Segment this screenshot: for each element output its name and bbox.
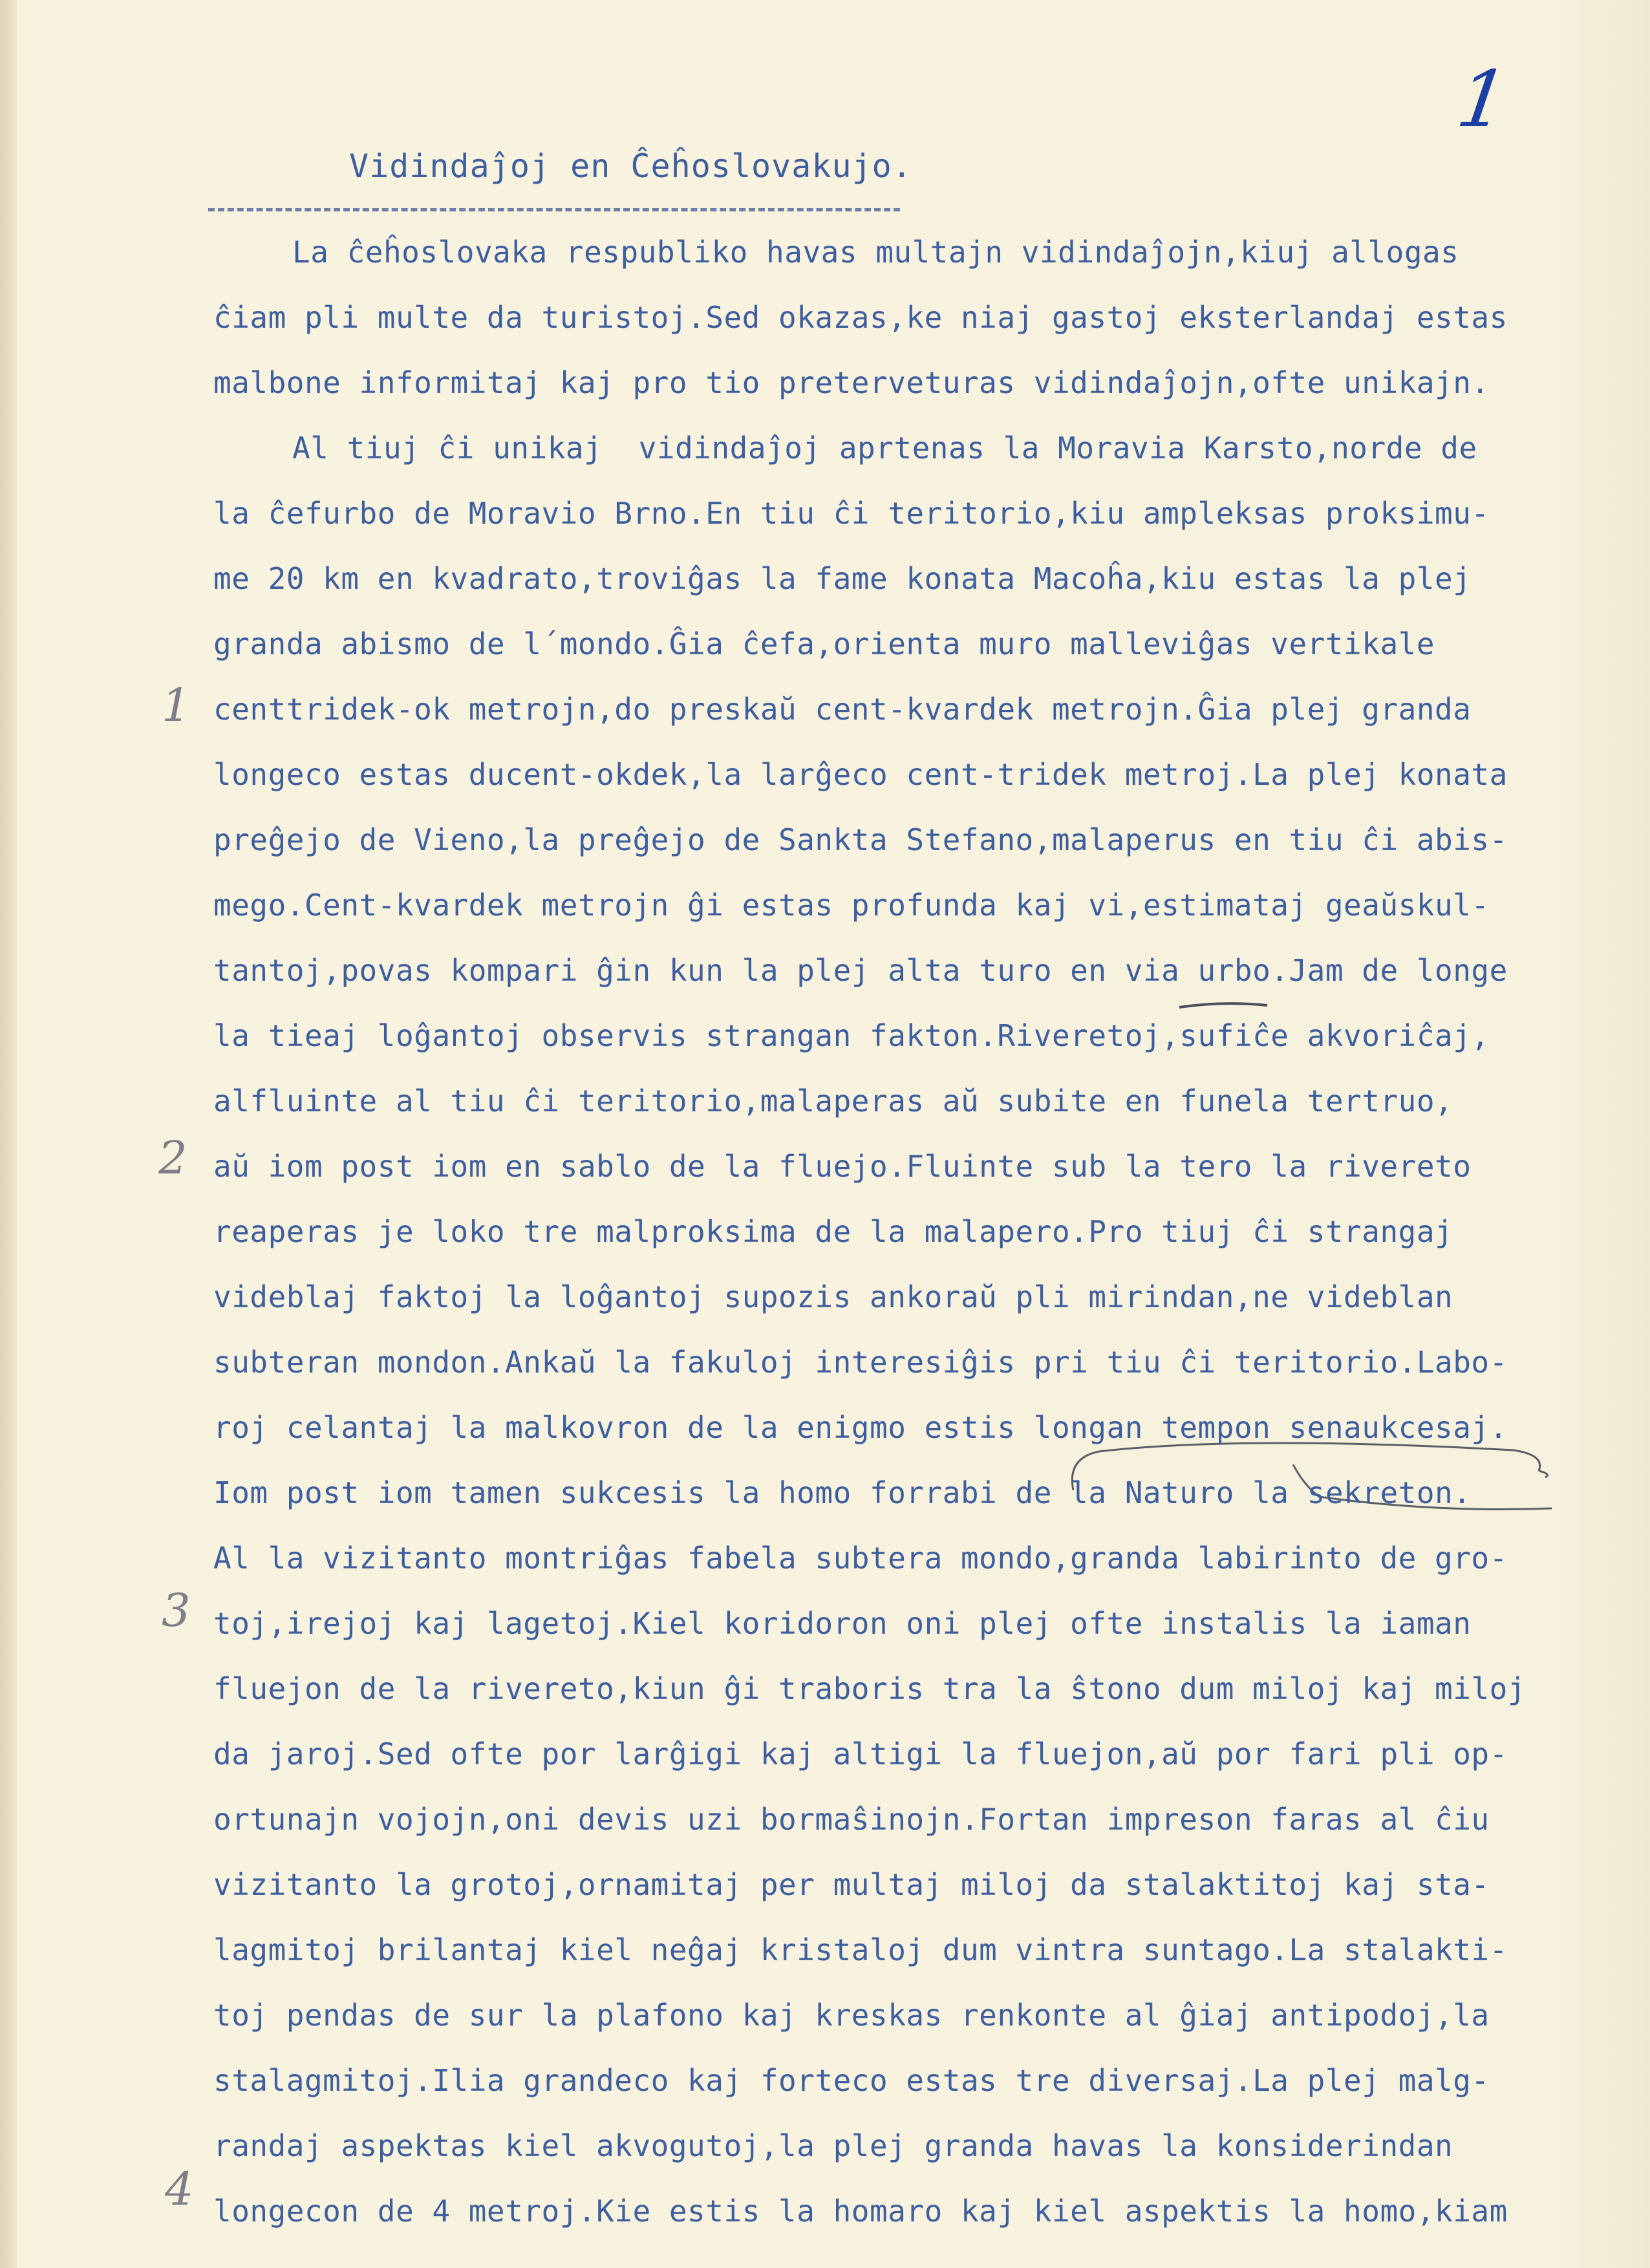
- text-line: videblaj faktoj la loĝantoj supozis ankoraŭ pli mirindan,ne videblan: [213, 1279, 1453, 1314]
- text-line: aŭ iom post iom en sablo de la fluejo.Fluinte sub la tero la rivereto: [213, 1149, 1472, 1184]
- text-line: centtridek-ok metrojn,do preskaŭ cent-kvardek metrojn.Ĝia plej granda: [213, 692, 1472, 727]
- text-line: me 20 km en kvadrato,troviĝas la fame konata Macoĥa,kiu estas la plej: [213, 561, 1472, 596]
- margin-pencil-mark: 1: [162, 679, 191, 732]
- text-line: la tieaj loĝantoj observis strangan fakton.Riveretoj,sufiĉe akvoriĉaj,: [213, 1018, 1490, 1053]
- text-line: La ĉeĥoslovaka respubliko havas multajn vidindaĵojn,kiuj allogas: [292, 235, 1459, 270]
- paper-left-edge: [0, 0, 17, 2268]
- text-line: roj celantaj la malkovron de la enigmo estis longan tempon senaukcesaj.: [213, 1410, 1508, 1445]
- text-line: Al tiuj ĉi unikaj vidindaĵoj aprtenas la Moravia Karsto,norde de: [292, 431, 1477, 465]
- margin-pencil-mark: 4: [165, 2163, 194, 2216]
- text-line: preĝejo de Vieno,la preĝejo de Sankta Stefano,malaperus en tiu ĉi abis-: [213, 822, 1508, 857]
- text-line: stalagmitoj.Ilia grandeco kaj forteco estas tre diversaj.La plej malg-: [213, 2063, 1490, 2098]
- text-line: ortunajn vojojn,oni devis uzi bormaŝinojn.Fortan impreson faras al ĉiu: [213, 1802, 1490, 1837]
- text-line: mego.Cent-kvardek metrojn ĝi estas profunda kaj vi,estimataj geaŭskul-: [213, 888, 1490, 923]
- text-line: subteran mondon.Ankaŭ la fakuloj interesiĝis pri tiu ĉi teritorio.Labo-: [213, 1345, 1508, 1380]
- title-underline: [208, 208, 900, 211]
- text-line: alfluinte al tiu ĉi teritorio,malaperas aŭ subite en funela tertruo,: [213, 1084, 1453, 1118]
- text-line: fluejon de la rivereto,kiun ĝi traboris tra la ŝtono dum miloj kaj miloj: [213, 1671, 1526, 1706]
- body-text: [213, 220, 1603, 2244]
- document-title: Vidindaĵoj en Ĉeĥoslovakujo.: [349, 147, 912, 185]
- text-line: da jaroj.Sed ofte por larĝigi kaj altigi la fluejon,aŭ por fari pli op-: [213, 1737, 1508, 1771]
- text-line: Iom post iom tamen sukcesis la homo forrabi de la Naturo la sekreton.: [213, 1475, 1472, 1510]
- text-line: vizitanto la grotoj,ornamitaj per multaj miloj da stalaktitoj kaj sta-: [213, 1867, 1490, 1902]
- handwritten-page-number: 1: [1452, 55, 1514, 145]
- text-line: granda abismo de l´mondo.Ĝia ĉefa,orienta muro malleviĝas vertikale: [213, 626, 1435, 661]
- text-line: reaperas je loko tre malproksima de la malapero.Pro tiuj ĉi strangaj: [213, 1214, 1453, 1249]
- text-line: toj,irejoj kaj lagetoj.Kiel koridoron oni plej ofte instalis la iaman: [213, 1606, 1472, 1641]
- text-line: longeco estas ducent-okdek,la larĝeco cent-tridek metroj.La plej konata: [213, 757, 1508, 792]
- text-line: malbone informitaj kaj pro tio preterveturas vidindaĵojn,ofte unikajn.: [213, 365, 1490, 400]
- text-line: Al la vizitanto montriĝas fabela subtera mondo,granda labirinto de gro-: [213, 1541, 1508, 1576]
- text-line: toj pendas de sur la plafono kaj kreskas renkonte al ĝiaj antipodoj,la: [213, 1998, 1490, 2033]
- text-line: ĉiam pli multe da turistoj.Sed okazas,ke niaj gastoj eksterlandaj estas: [213, 300, 1508, 335]
- text-line: randaj aspektas kiel akvogutoj,la plej granda havas la konsiderindan: [213, 2128, 1453, 2163]
- margin-pencil-mark: 2: [158, 1131, 188, 1184]
- margin-pencil-mark: 3: [162, 1584, 191, 1637]
- text-line: la ĉefurbo de Moravio Brno.En tiu ĉi teritorio,kiu ampleksas proksimu-: [213, 496, 1490, 531]
- text-line: tantoj,povas kompari ĝin kun la plej alta turo en via urbo.Jam de longe: [213, 953, 1508, 988]
- text-line: longecon de 4 metroj.Kie estis la homaro kaj kiel aspektis la homo,kiam: [213, 2194, 1508, 2229]
- text-line: lagmitoj brilantaj kiel neĝaj kristaloj dum vintra suntago.La stalakti-: [213, 1932, 1508, 1967]
